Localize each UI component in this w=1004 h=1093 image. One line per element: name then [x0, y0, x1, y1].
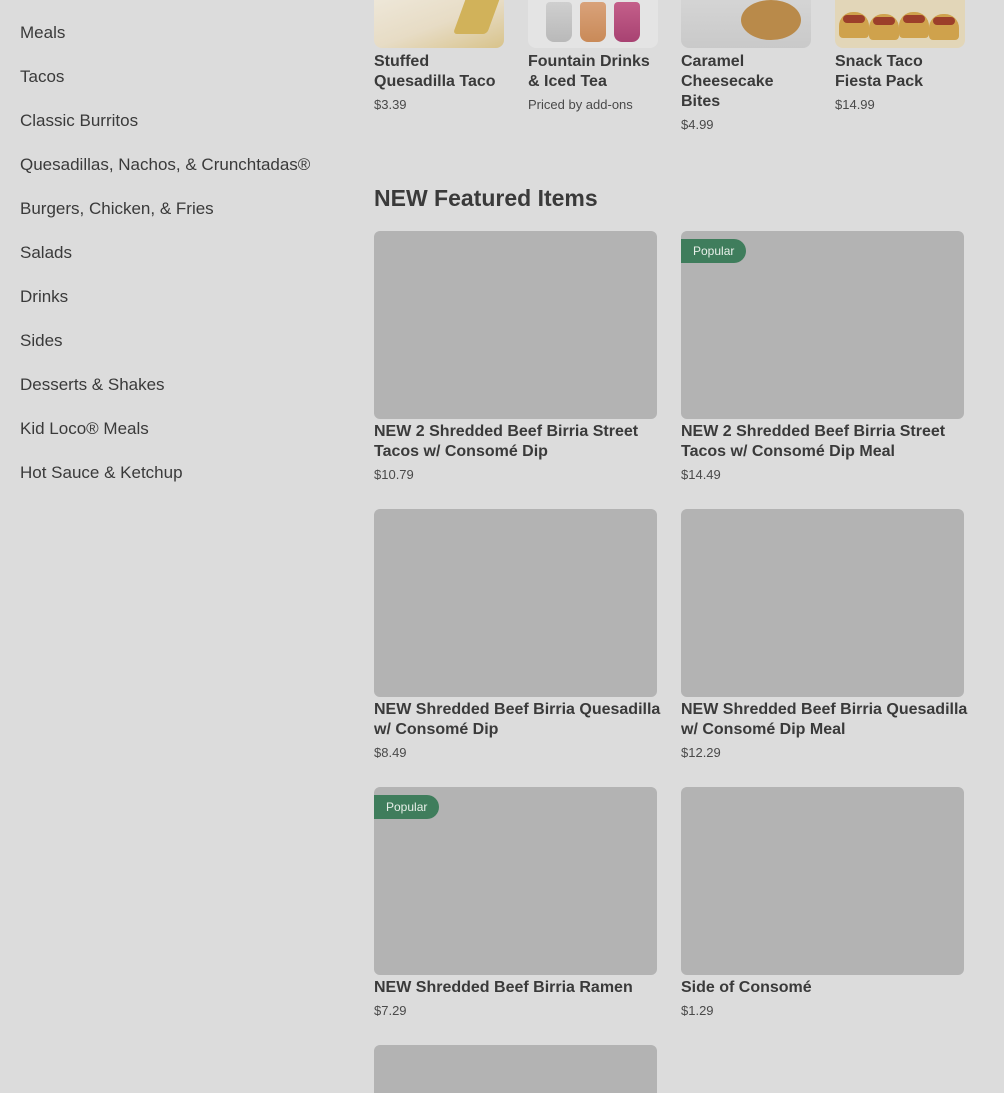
- menu-item-price: $3.39: [374, 97, 407, 112]
- menu-item-name: NEW Shredded Beef Birria Ramen: [374, 979, 633, 996]
- section-title: NEW Featured Items: [374, 185, 598, 211]
- menu-item-price: $8.49: [374, 745, 407, 760]
- menu-item-price: $10.79: [374, 467, 414, 482]
- menu-item-name: Tacos w/ Consomé Dip Meal: [681, 443, 895, 460]
- menu-item-name: Tacos w/ Consomé Dip: [374, 443, 548, 460]
- menu-item-price: $1.29: [681, 1003, 714, 1018]
- menu-item-image: [374, 509, 657, 697]
- cup-icon: [546, 2, 572, 42]
- menu-item-price: $4.99: [681, 117, 714, 132]
- menu-item-price: $14.49: [681, 467, 721, 482]
- menu-item-price: Priced by add-ons: [528, 97, 633, 112]
- stuffed-quesadilla-taco-image: [374, 0, 504, 48]
- sidebar-item-salads[interactable]: Salads: [20, 243, 72, 262]
- cup-icon: [580, 2, 606, 42]
- menu-item-name: NEW 2 Shredded Beef Birria Street: [374, 423, 639, 440]
- sidebar-item-desserts-shakes[interactable]: Desserts & Shakes: [20, 375, 165, 394]
- sidebar-item-drinks[interactable]: Drinks: [20, 287, 69, 306]
- menu-item-image: [374, 1045, 657, 1093]
- taco-icon: [869, 14, 899, 40]
- popular-badge: Popular: [681, 239, 746, 263]
- menu-item-name: & Iced Tea: [528, 73, 607, 90]
- fountain-drinks-image: [528, 0, 658, 48]
- cup-icon: [614, 2, 640, 42]
- taco-icon: [839, 12, 869, 38]
- menu-item-name: Fountain Drinks: [528, 53, 650, 70]
- menu-item-name: Fiesta Pack: [835, 73, 924, 90]
- menu-item-name: Snack Taco: [835, 53, 923, 70]
- menu-item-name: Quesadilla Taco: [374, 73, 496, 90]
- sidebar-item-burgers-chicken-fries[interactable]: Burgers, Chicken, & Fries: [20, 199, 214, 218]
- caramel-cheesecake-bites-image: [681, 0, 811, 48]
- taco-icon: [929, 14, 959, 40]
- menu-item-image: [681, 509, 964, 697]
- menu-item-price: $7.29: [374, 1003, 407, 1018]
- sidebar-item-kid-loco-meals[interactable]: Kid Loco® Meals: [20, 419, 149, 438]
- menu-item-name: NEW Shredded Beef Birria Quesadilla: [681, 701, 968, 718]
- menu-item-name: Cheesecake: [681, 73, 774, 90]
- sidebar-item-hot-sauce-ketchup[interactable]: Hot Sauce & Ketchup: [20, 463, 183, 482]
- menu-item-name: Stuffed: [374, 53, 430, 70]
- popular-badge: Popular: [374, 795, 439, 819]
- menu-item-name: Side of Consomé: [681, 979, 812, 996]
- menu-item-name: w/ Consomé Dip Meal: [681, 721, 846, 738]
- menu-item-name: Bites: [681, 93, 721, 110]
- menu-item-name: Caramel: [681, 53, 745, 70]
- sidebar-item-tacos[interactable]: Tacos: [20, 67, 65, 86]
- sidebar-item-quesadillas-nachos-crunchtadas[interactable]: Quesadillas, Nachos, & Crunchtadas®: [20, 155, 311, 174]
- menu-item-name: NEW Shredded Beef Birria Quesadilla: [374, 701, 661, 718]
- menu-item-name: NEW 2 Shredded Beef Birria Street: [681, 423, 946, 440]
- menu-item-image: [374, 231, 657, 419]
- sidebar-item-sides[interactable]: Sides: [20, 331, 63, 350]
- snack-taco-fiesta-pack-image: [835, 0, 965, 48]
- menu-item-card[interactable]: [374, 1045, 657, 1093]
- sidebar-item-classic-burritos[interactable]: Classic Burritos: [20, 111, 139, 130]
- menu-item-name: w/ Consomé Dip: [374, 721, 499, 738]
- menu-item-price: $12.29: [681, 745, 721, 760]
- menu-item-image: [681, 787, 964, 975]
- menu-item-price: $14.99: [835, 97, 875, 112]
- sidebar-item-meals[interactable]: Meals: [20, 23, 66, 42]
- taco-icon: [899, 12, 929, 38]
